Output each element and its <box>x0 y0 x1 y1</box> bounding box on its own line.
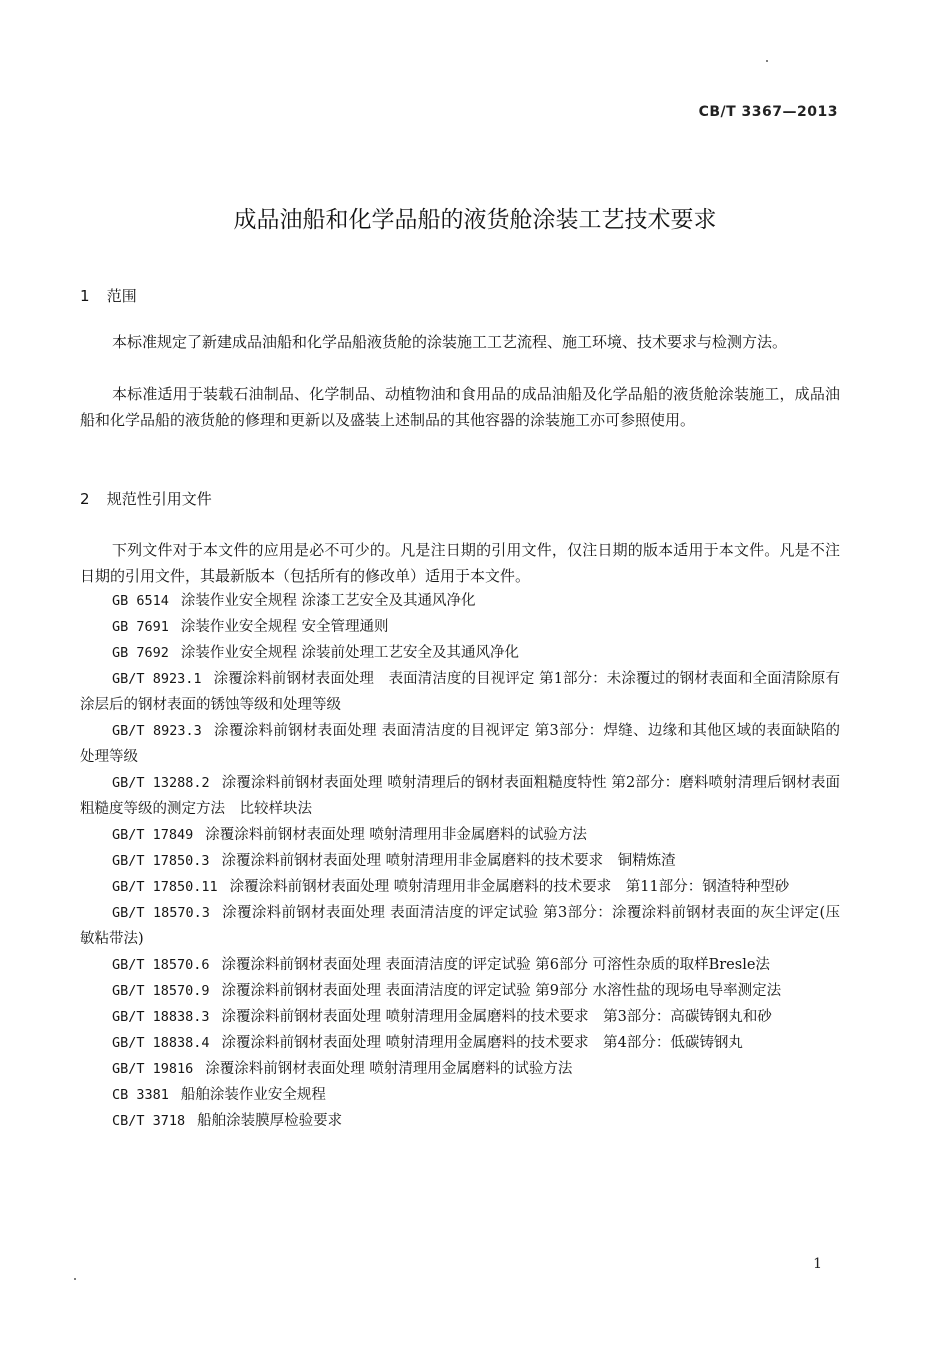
reference-code: GB/T 18570.3 <box>112 905 210 921</box>
section-2-intro: 下列文件对于本文件的应用是必不可少的。凡是注日期的引用文件，仅注日期的版本适用于本文件。凡是不注日期的引用文件，其最新版本（包括所有的修改单）适用于本文件。 <box>80 541 840 585</box>
reference-item <box>80 822 840 848</box>
section-2-heading <box>80 488 212 509</box>
reference-item <box>80 848 840 874</box>
reference-item <box>80 952 840 978</box>
reference-title: 涂装作业安全规程 安全管理通则 <box>180 619 389 635</box>
reference-code: GB/T 18570.9 <box>112 983 210 999</box>
reference-title: 涂覆涂料前钢材表面处理 喷射清理用金属磨料的试验方法 <box>205 1061 573 1077</box>
reference-code: GB/T 19816 <box>112 1061 194 1077</box>
page-number: 1 <box>813 1256 822 1272</box>
reference-title: 船舶涂装膜厚检验要求 <box>197 1113 343 1129</box>
reference-code: GB/T 18838.3 <box>112 1009 210 1025</box>
reference-title: 涂覆涂料前钢材表面处理 喷射清理用非金属磨料的技术要求 第11部分：钢渣特种型砂 <box>229 879 790 895</box>
reference-code: GB/T 13288.2 <box>112 775 210 791</box>
reference-code: GB 7692 <box>112 645 169 661</box>
reference-item <box>80 666 840 718</box>
scan-speck <box>766 60 768 62</box>
reference-code: GB/T 18570.6 <box>112 957 210 973</box>
reference-item <box>80 1004 840 1030</box>
reference-title: 涂覆涂料前钢材表面处理 表面清洁度的评定试验 第9部分 水溶性盐的现场电导率测定法 <box>221 983 782 999</box>
reference-title: 涂覆涂料前钢材表面处理 表面清洁度的目视评定 第1部分：未涂覆过的钢材表面和全面清除原有涂层后的钢材表面的锈蚀等级和处理等级 <box>80 671 840 713</box>
reference-item <box>80 1056 840 1082</box>
reference-item <box>80 978 840 1004</box>
reference-item <box>80 1108 840 1134</box>
reference-item <box>80 1030 840 1056</box>
section-1-number: 1 <box>80 287 90 305</box>
reference-title: 涂覆涂料前钢材表面处理 表面清洁度的目视评定 第3部分：焊缝、边缘和其他区域的表面缺陷的处理等级 <box>80 723 840 765</box>
reference-code: CB 3381 <box>112 1087 169 1103</box>
reference-item <box>80 770 840 822</box>
section-2-number: 2 <box>80 490 90 508</box>
reference-title: 涂覆涂料前钢材表面处理 喷射清理用非金属磨料的试验方法 <box>205 827 587 843</box>
reference-code: GB/T 8923.1 <box>112 671 202 687</box>
reference-item <box>80 718 840 770</box>
reference-code: CB/T 3718 <box>112 1113 186 1129</box>
section-1-paragraph: 本标准规定了新建成品油船和化学品船液货舱的涂装施工工艺流程、施工环境、技术要求与检测方法。 <box>112 333 788 351</box>
reference-item <box>80 640 840 666</box>
reference-title: 涂装作业安全规程 涂装前处理工艺安全及其通风净化 <box>180 645 520 661</box>
section-1-heading <box>80 285 137 306</box>
reference-item <box>80 900 840 952</box>
reference-code: GB 7691 <box>112 619 169 635</box>
reference-title: 涂装作业安全规程 涂漆工艺安全及其通风净化 <box>180 593 476 609</box>
reference-item <box>80 874 840 900</box>
scan-speck <box>74 1278 76 1280</box>
reference-item <box>80 1082 840 1108</box>
reference-code: GB 6514 <box>112 593 169 609</box>
section-1-paragraph: 本标准适用于装载石油制品、化学制品、动植物油和食用品的成品油船及化学品船的液货舱涂装施工，成品油船和化学品船的液货舱的修理和更新以及盛装上述制品的其他容器的涂装施工亦可参照使用。 <box>80 385 840 429</box>
section-1-title: 范围 <box>106 287 137 305</box>
reference-list <box>80 588 840 1134</box>
reference-item <box>80 614 840 640</box>
standard-code: CB/T 3367—2013 <box>698 104 838 120</box>
reference-code: GB/T 18838.4 <box>112 1035 210 1051</box>
reference-title: 涂覆涂料前钢材表面处理 喷射清理用金属磨料的技术要求 第3部分：高碳铸钢丸和砂 <box>221 1009 772 1025</box>
section-2-title: 规范性引用文件 <box>106 490 212 508</box>
reference-code: GB/T 17850.3 <box>112 853 210 869</box>
reference-title: 涂覆涂料前钢材表面处理 表面清洁度的评定试验 第3部分：涂覆涂料前钢材表面的灰尘评定(压敏粘带法) <box>80 905 840 947</box>
reference-title: 涂覆涂料前钢材表面处理 喷射清理后的钢材表面粗糙度特性 第2部分：磨料喷射清理后钢材表面粗糙度等级的测定方法 比较样块法 <box>80 775 840 817</box>
reference-code: GB/T 8923.3 <box>112 723 202 739</box>
reference-title: 涂覆涂料前钢材表面处理 喷射清理用金属磨料的技术要求 第4部分：低碳铸钢丸 <box>221 1035 743 1051</box>
reference-code: GB/T 17850.11 <box>112 879 218 895</box>
reference-title: 涂覆涂料前钢材表面处理 喷射清理用非金属磨料的技术要求 铜精炼渣 <box>221 853 676 869</box>
reference-title: 涂覆涂料前钢材表面处理 表面清洁度的评定试验 第6部分 可溶性杂质的取样Bresle法 <box>221 957 770 973</box>
reference-code: GB/T 17849 <box>112 827 194 843</box>
reference-item <box>80 588 840 614</box>
document-title: 成品油船和化学品船的液货舱涂装工艺技术要求 <box>233 207 717 233</box>
reference-title: 船舶涂装作业安全规程 <box>180 1087 326 1103</box>
